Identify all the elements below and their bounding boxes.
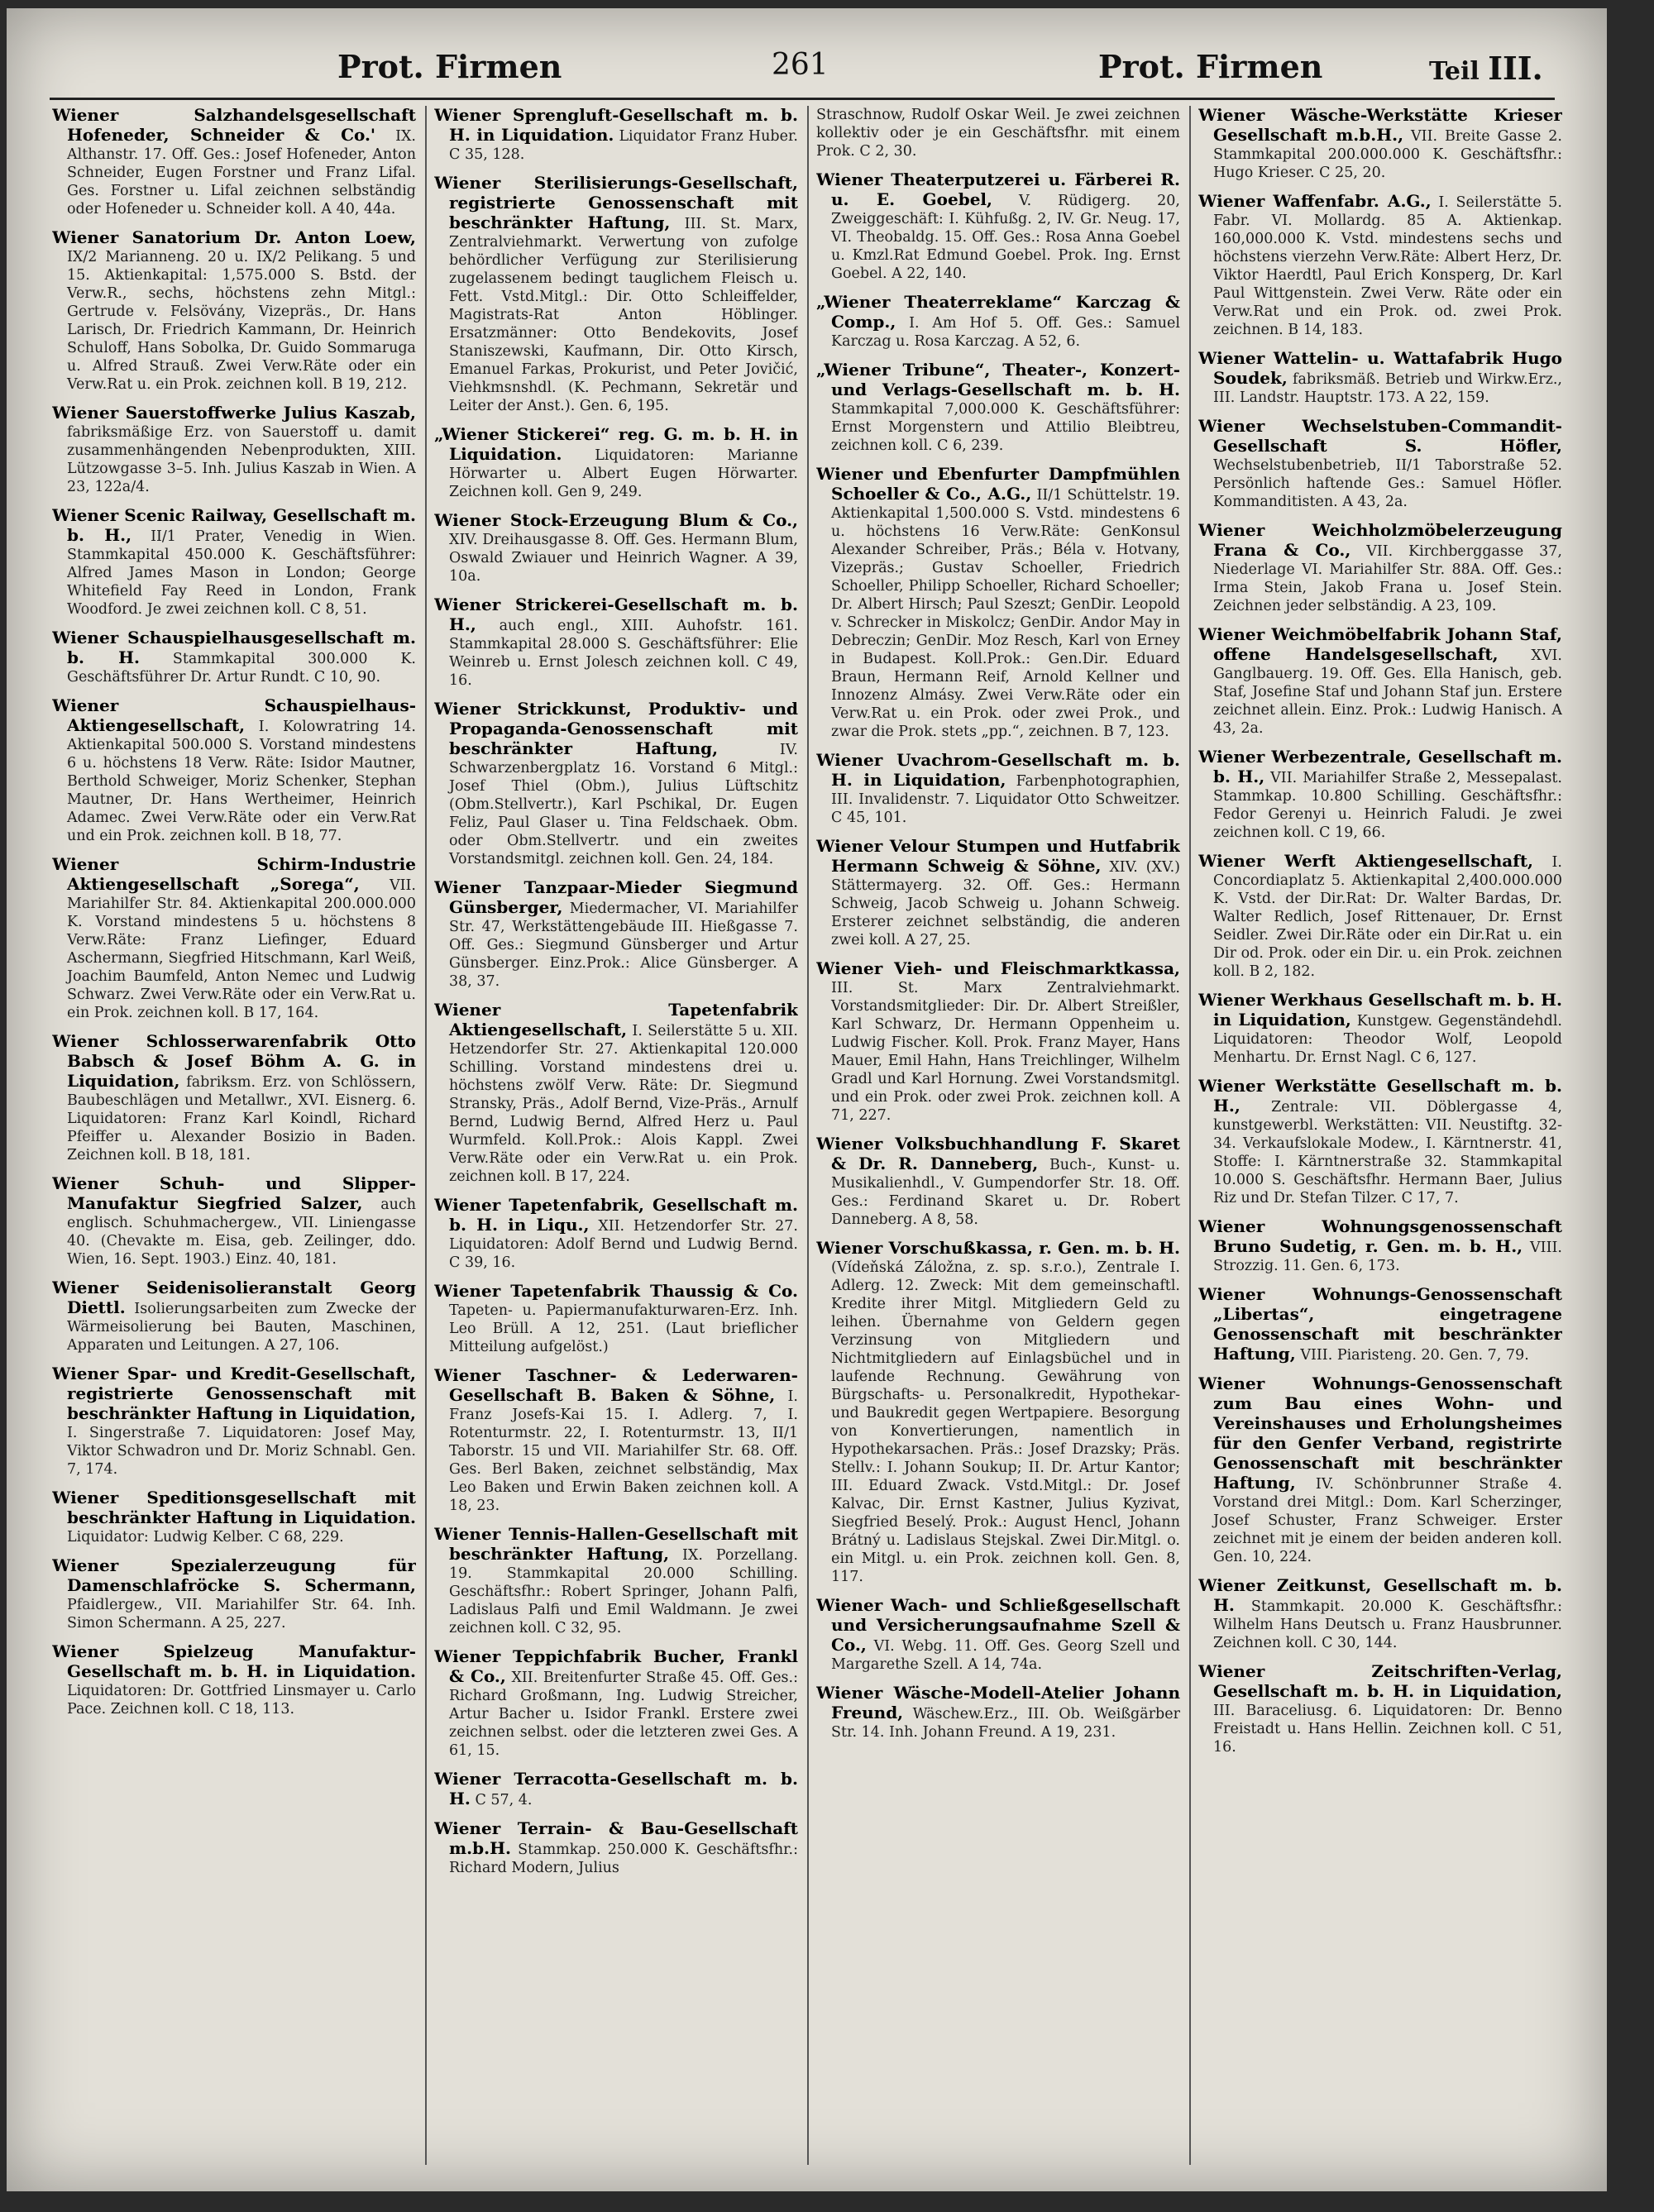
firm-name: Wiener Sauerstoffwerke Julius Kaszab, [52, 403, 416, 423]
firm-name: Wiener Tennis-Hallen-Gesellschaft mit beschränkter Haftung, [434, 1524, 798, 1564]
firm-details: Liquidatoren: Marianne Hörwarter u. Albert Eugen Hörwarter. Zeichnen koll. Gen 9, 249. [449, 447, 798, 500]
firm-details: Liquidatoren: Dr. Gottfried Linsmayer u. Carlo Pace. Zeichnen koll. C 18, 113. [67, 1683, 416, 1718]
firm-details: Kunstgew. Gegenständehdl. Liquidatoren: Theodor Wolf, Leopold Menhartu. Dr. Ernst Nagl. C 6, 127. [1213, 1013, 1562, 1066]
firm-name: „Wiener Stickerei“ reg. G. m. b. H. in Liquidation. [434, 424, 798, 464]
firm-name: Wiener Theaterputzerei u. Färberei R. u. E. Goebel, [816, 170, 1180, 209]
firm-details: VII. Kirchberggasse 37, Niederlage VI. Mariahilfer Str. 88A. Off. Ges.: Irma Stein, Jakob Frana u. Josef Stein. Zeichnen jeder selbständig. A 23, 109. [1213, 543, 1562, 614]
firm-entry [816, 837, 1180, 949]
firm-details: Zentrale: VII. Döblergasse 4, kunstgewerbl. Werkstätten: VII. Neustiftg. 32-34. Verkaufslokale Modew., I. Kärntnerstr. 41, Stoffe: I. Kärntnerstraße 32. Stammkapital 10.000 S. Geschäftsfhr. Hermann Baer, Julius Riz und Dr. Stefan Tilzer. C 17, 7. [1213, 1099, 1562, 1206]
firm-entry [434, 1525, 798, 1637]
firm-details: XII. Hetzendorfer Str. 27. Liquidatoren: Adolf Bernd und Ludwig Bernd. C 39, 16. [449, 1218, 798, 1271]
firm-details: Liquidator: Ludwig Kelber. C 68, 229. [67, 1529, 344, 1546]
firm-entry [1198, 625, 1562, 738]
entries-columns [52, 106, 1562, 2173]
page-number: 261 [772, 48, 829, 82]
firm-name: Wiener Wohnungsgenossenschaft Bruno Sudetig, r. Gen. m. b. H., [1198, 1216, 1562, 1256]
firm-name: Wiener Wohnungs-Genossenschaft „Libertas“, eingetragene Genossenschaft mit beschränkter Haftung, [1198, 1284, 1562, 1364]
firm-details: Pfaidlergew., VII. Mariahilfer Str. 64. Inh. Simon Schermann. A 25, 227. [67, 1597, 416, 1632]
firm-details: I. Kolowratring 14. Aktienkapital 500.000 S. Vorstand mindestens 6 u. höchstens 18 Verw. Räte: Isidor Mautner, Berthold Schweiger, Moriz Schenker, Stephan Mautner, Dr. Hans Wertheimer, Heinrich Adamec. Zwei Verw.Räte oder ein Verw.Rat und ein Prok. zeichnen koll. B 18, 77. [67, 719, 416, 844]
firm-details: I. Franz Josefs-Kai 15. I. Adlerg. 7, I. Rotenturmstr. 22, I. Rotenturmstr. 13, II/1 Taborstr. 15 und VII. Mariahilfer Str. 68. Off. Ges. Berl Baken, zeichnet selbständig, Max Leo Baken und Erwin Baken zeichnen koll. A 18, 23. [449, 1388, 798, 1514]
firm-details: Straschnow, Rudolf Oskar Weil. Je zwei zeichnen kollektiv oder je ein Geschäftsfhr. mit einem Prok. C 2, 30. [816, 107, 1180, 160]
firm-details: Wechselstubenbetrieb, II/1 Taborstraße 52. Persönlich haftende Ges.: Samuel Höfler. Kommanditisten. A 43, 2a. [1213, 457, 1562, 510]
firm-name: Wiener Werbezentrale, Gesellschaft m. b. H., [1198, 747, 1562, 786]
firm-name: Wiener Werft Aktiengesellschaft, [1198, 851, 1534, 871]
firm-details: XIV. Dreihausgasse 8. Off. Ges. Hermann Blum, Oswald Zwiauer und Heinrich Wagner. A 39, 10a. [449, 532, 798, 585]
firm-name: Wiener Tapetenfabrik Aktiengesellschaft, [434, 1000, 798, 1039]
firm-name: Wiener Werkhaus Gesellschaft m. b. H. in Liquidation, [1198, 990, 1562, 1030]
firm-entry [1198, 349, 1562, 407]
firm-name: Wiener Wechselstuben-Commandit-Gesellschaft S. Höfler, [1198, 416, 1562, 456]
firm-entry [1198, 1285, 1562, 1364]
header-rule [50, 98, 1555, 100]
firm-details: Stammkap. 250.000 K. Geschäftsfhr.: Richard Modern, Julius [449, 1842, 798, 1876]
firm-name: Wiener Strickkunst, Produktiv- und Propaganda-Genossenschaft mit beschränkter Haftung, [434, 699, 798, 758]
firm-details: Stammkapital 300.000 K. Geschäftsführer Dr. Artur Rundt. C 10, 90. [67, 651, 416, 686]
firm-entry [1198, 521, 1562, 615]
firm-details: IV. Schönbrunner Straße 4. Vorstand drei Mitgl.: Dom. Karl Scherzinger, Josef Schuster, Franz Schweiger. Erster zeichnet mit je einem der beiden anderen koll. Gen. 10, 224. [1213, 1476, 1562, 1565]
firm-entry [434, 174, 798, 415]
firm-entry [52, 1642, 416, 1718]
firm-name: Wiener Weichholzmöbelerzeugung Frana & Co., [1198, 520, 1562, 560]
column-1 [52, 106, 416, 2173]
firm-name: Wiener Sterilisierungs-Gesellschaft, registrierte Genossenschaft mit beschränkter Haftung, [434, 173, 798, 232]
header-left-title: Prot. Firmen [337, 48, 562, 85]
firm-details: IX. Althanstr. 17. Off. Ges.: Josef Hofeneder, Anton Schneider, Eugen Forstner und Franz Lifal. Ges. Forstner u. Lifal zeichnen selbständig oder Hofeneder u. Schneider koll. A 40, 44a. [67, 128, 416, 217]
firm-details: III. Baraceliusg. 6. Liquidatoren: Dr. Benno Freistadt u. Hans Hellin. Zeichnen koll. C 51, 16. [1213, 1703, 1562, 1756]
firm-details: (Vídeňská Záložna, z. sp. s.r.o.), Zentrale I. Adlerg. 12. Zweck: Mit dem gemeinschaftl. Kredite ihrer Mitgl. Mitgliedern Geld zu leihen. Übernahme von Geldern gegen Verzinsung von Mitgliedern und Nichtmitgliedern auf Einlagsbüchel und in laufende Rechnung. Gewährung von Bürgschafts- u. Personalkredit, Hypothekar- und Baukredit gegen Wertpapiere. Besorgung von Konvertierungen, namentlich in Hypothekarsachen. Präs.: Josef Drazsky; Präs. Stellv.: I. Johann Soukup; II. Dr. Artur Kantor; III. Eduard Zwack. Vstd.Mitgl.: Dr. Josef Kalvac, Dir. Ernst Kastner, Julius Kyzivat, Siegfried Beselý. Prok.: August Hencl, Johann Brátný u. Ladislaus Stejskal. Zwei Dir.Mitgl. o. ein Mitgl. u. ein Prok. zeichnen koll. Gen. 8, 117. [831, 1259, 1180, 1585]
firm-entry [816, 106, 1180, 160]
part-label [1429, 50, 1543, 87]
firm-details: I. Am Hof 5. Off. Ges.: Samuel Karczag u. Rosa Karczag. A 52, 6. [831, 315, 1180, 350]
firm-entry [816, 1239, 1180, 1586]
firm-details: fabriksmäßige Erz. von Sauerstoff u. damit zusammenhängenden Nebenprodukten, XIII. Lützowgasse 3–5. Inh. Julius Kaszab in Wien. A 23, 122a/4. [67, 424, 416, 495]
firm-entry [816, 170, 1180, 283]
firm-details: IX/2 Marianneng. 20 u. IX/2 Pelikang. 5 und 15. Aktienkapital: 1,575.000 S. Bstd. der Verw.R., sechs, höchstens zehn Mitgl.: Gertrude v. Felsövány, Vizepräs., Dr. Hans Larisch, Dr. Friedrich Kammann, Dr. Heinrich Schuloff, Hans Sobolka, Dr. Guido Sommaruga u. Alfred Strauß. Zwei Verw.Räte oder ein Verw.Rat u. ein Prok. zeichnen koll. B 19, 212. [67, 249, 416, 393]
firm-details: VIII. Piaristeng. 20. Gen. 7, 79. [1300, 1347, 1529, 1364]
firm-entry [52, 1174, 416, 1268]
firm-details: III. St. Marx Zentralviehmarkt. Vorstandsmitglieder: Dir. Dr. Albert Streißler, Karl Schwarz, Dr. Hermann Oppenheim u. Ludwig Fischer. Koll. Prok. Franz Mayer, Hans Mauer, Emil Hahn, Hans Treichlinger, Wilhelm Gradl und Karl Hornung. Zwei Vorstandsmitgl. und ein Prok. oder zwei Prok. zeichnen koll. A 71, 227. [831, 980, 1180, 1124]
firm-name: Wiener Weichmöbelfabrik Johann Staf, offene Handelsgesellschaft, [1198, 624, 1562, 664]
firm-name: Wiener Vieh- und Fleischmarktkassa, [816, 958, 1180, 978]
firm-details: V. Rüdigerg. 20, Zweiggeschäft: I. Kühfußg. 2, IV. Gr. Neug. 17, VI. Theobaldg. 15. Off. Ges.: Rosa Anna Goebel u. Kmzl.Rat Edmund Goebel. Prok. Ing. Ernst Goebel. A 22, 140. [831, 193, 1180, 282]
firm-name: Wiener Wäsche-Werkstätte Krieser Gesellschaft m.b.H., [1198, 106, 1562, 145]
firm-details: fabriksm. Erz. von Schlössern, Baubeschlägen und Metallwr., XVI. Eisnerg. 6. Liquidatoren: Franz Karl Koindl, Richard Pfeiffer u. Alexander Bosizio in Baden. Zeichnen koll. B 18, 181. [67, 1074, 416, 1163]
firm-entry [1198, 748, 1562, 842]
firm-name: Wiener Volksbuchhandlung F. Skaret & Dr. R. Danneberg, [816, 1134, 1180, 1173]
firm-name: Wiener Taschner- & Lederwaren-Gesellschaft B. Baken & Söhne, [434, 1365, 798, 1405]
column-divider [425, 106, 427, 2165]
firm-entry [52, 855, 416, 1022]
firm-details: I. Seilerstätte 5 u. XII. Hetzendorfer Str. 27. Aktienkapital 120.000 Schilling. Vorstand mindestens drei u. höchstens zwölf Verw. Räte: Dr. Siegmund Stransky, Präs., Adolf Bernd, Vize-Präs., Arnulf Bernd, Ludwig Bernd, Alfred Herz u. Paul Wurmfeld. Koll.Prok.: Alois Kappl. Zwei Verw.Räte oder ein Verw.Rat u. ein Prok. zeichnen koll. B 17, 224. [449, 1023, 798, 1185]
firm-name: „Wiener Tribune“, Theater-, Konzert- und Verlags-Gesellschaft m. b. H. [816, 360, 1180, 399]
firm-details: Stammkapit. 20.000 K. Geschäftsfhr.: Wilhelm Hans Deutsch u. Franz Hausbrunner. Zeichnen koll. C 30, 144. [1213, 1598, 1562, 1651]
firm-entry [1198, 1576, 1562, 1652]
part-label-text: Teil [1429, 57, 1480, 86]
firm-details: Liquidator Franz Huber. C 35, 128. [449, 128, 798, 163]
firm-name: Wiener Schuh- und Slipper-Manufaktur Siegfried Salzer, [52, 1173, 416, 1213]
firm-entry [52, 1364, 416, 1479]
column-divider [1189, 106, 1191, 2165]
firm-name: Wiener Teppichfabrik Bucher, Frankl & Co., [434, 1646, 798, 1686]
firm-entry [434, 595, 798, 690]
firm-name: Wiener Vorschußkassa, r. Gen. m. b. H. [816, 1238, 1180, 1258]
firm-name: Wiener Sprengluft-Gesellschaft m. b. H. in Liquidation. [434, 106, 798, 145]
column-3 [816, 106, 1180, 2173]
column-4 [1198, 106, 1562, 2173]
firm-name: Wiener Tanzpaar-Mieder Siegmund Günsberger, [434, 877, 798, 917]
firm-entry [816, 465, 1180, 741]
firm-details: I. Singerstraße 7. Liquidatoren: Josef May, Viktor Schwadron und Dr. Moriz Schnabl. Gen. 7, 174. [67, 1425, 416, 1478]
firm-entry [52, 228, 416, 394]
firm-name: Wiener Schlosserwarenfabrik Otto Babsch & Josef Böhm A. G. in Liquidation, [52, 1031, 416, 1091]
firm-name: Wiener Wach- und Schließgesellschaft und Versicherungsaufnahme Szell & Co., [816, 1595, 1180, 1655]
firm-name: Wiener Spar- und Kredit-Gesellschaft, registrierte Genossenschaft mit beschränkter Haftung in Liquidation, [52, 1364, 416, 1423]
firm-entry [52, 106, 416, 218]
firm-name: Wiener Tapetenfabrik Thaussig & Co. [434, 1281, 798, 1301]
header-right-title: Prot. Firmen [1098, 48, 1323, 85]
firm-details: VII. Mariahilfer Straße 2, Messepalast. Stammkap. 10.800 Schilling. Geschäftsfhr.: Fedor Gerenyi u. Heinrich Faludi. Je zwei zeichnen koll. C 19, 66. [1213, 770, 1562, 841]
firm-details: Tapeten- u. Papiermanufakturwaren-Erz. Inh. Leo Brüll. A 12, 251. (Laut brieflicher Mitteilung aufgelöst.) [449, 1302, 798, 1355]
firm-name: Wiener Spezialerzeugung für Damenschlafröcke S. Schermann, [52, 1555, 416, 1595]
firm-entry [52, 628, 416, 686]
firm-entry [1198, 192, 1562, 339]
part-number: III. [1488, 50, 1543, 87]
firm-entry [816, 959, 1180, 1125]
firm-details: I. Seilerstätte 5. Fabr. VI. Mollardg. 85 A. Aktienkap. 160,000.000 K. Vstd. mindestens sechs und höchstens vierzehn Verw.Räte: Albert Herz, Dr. Viktor Haerdtl, Paul Erich Konsperg, Dr. Karl Paul Wittgenstein. Zwei Verw. Räte oder ein Verw.Rat und ein Prok. od. zwei Prok. zeichnen. B 14, 183. [1213, 194, 1562, 338]
firm-name: Wiener Schirm-Industrie Aktiengesellschaft „Sorega“, [52, 854, 416, 894]
firm-entry [52, 1278, 416, 1354]
firm-name: Wiener Sanatorium Dr. Anton Loew, [52, 227, 416, 247]
firm-details: C 57, 4. [475, 1792, 533, 1808]
firm-name: Wiener Salzhandelsgesellschaft Hofeneder, Schneider & Co.' [52, 106, 416, 145]
firm-details: XII. Breitenfurter Straße 45. Off. Ges.: Richard Großmann, Ing. Ludwig Streicher, Artur Bacher u. Isidor Frankl. Erstere zwei zeichnen selbst. oder die letzteren zwei Ges. A 61, 15. [449, 1670, 798, 1759]
firm-details: VII. Mariahilfer Str. 84. Aktienkapital 200.000.000 K. Vorstand mindestens 5 u. höchstens 8 Verw.Räte: Franz Liefinger, Eduard Aschermann, Siegfried Hitschmann, Karl Weiß, Joachim Baumfeld, Anton Nemec und Ludwig Schwarz. Zwei Verw.Räte oder ein Verw.Rat u. ein Prok. zeichnen koll. B 17, 164. [67, 877, 416, 1021]
firm-details: auch engl., XIII. Auhofstr. 161. Stammkapital 28.000 S. Geschäftsführer: Elie Weinreb u. Ernst Jolesch zeichnen koll. C 49, 16. [449, 618, 798, 689]
firm-name: Wiener Zeitkunst, Gesellschaft m. b. H. [1198, 1575, 1562, 1615]
firm-entry [1198, 991, 1562, 1067]
firm-details: Wäschew.Erz., III. Ob. Weißgärber Str. 14. Inh. Johann Freund. A 19, 231. [831, 1706, 1180, 1741]
firm-details: VII. Breite Gasse 2. Stammkapital 200.000.000 K. Geschäftsfhr.: Hugo Krieser. C 25, 20. [1213, 128, 1562, 181]
firm-name: Wiener Seidenisolieranstalt Georg Diettl. [52, 1278, 416, 1317]
firm-entry [1198, 417, 1562, 511]
firm-details: XVI. Ganglbauerg. 19. Off. Ges. Ella Hanisch, geb. Staf, Josefine Staf und Johann Staf jun. Erstere zeichnet allein. Einz. Prok.: Ludwig Hanisch. A 43, 2a. [1213, 647, 1562, 737]
firm-name: Wiener Wäsche-Modell-Atelier Johann Freund, [816, 1683, 1180, 1722]
firm-entry [434, 1819, 798, 1877]
firm-entry [52, 1556, 416, 1632]
firm-name: Wiener Terracotta-Gesellschaft m. b. H. [434, 1769, 798, 1808]
firm-entry [1198, 1662, 1562, 1756]
firm-details: Buch-, Kunst- u. Musikalienhdl., V. Gumpendorfer Str. 18. Off. Ges.: Ferdinand Skaret u. Dr. Robert Danneberg. A 8, 58. [831, 1157, 1180, 1228]
firm-entry [52, 696, 416, 845]
firm-name: Wiener Tapetenfabrik, Gesellschaft m. b. H. in Liqu., [434, 1195, 798, 1235]
firm-entry [1198, 106, 1562, 182]
firm-entry [52, 1488, 416, 1546]
firm-entry [434, 425, 798, 501]
firm-details: IV. Schwarzenbergplatz 16. Vorstand 6 Mitgl.: Josef Thiel (Obm.), Julius Lüftschitz (Obm.Stellvertr.), Karl Pschikal, Dr. Eugen Feliz, Paul Glaser u. Tina Feldschaek. Obm. oder Obm.Stellvertr. und ein zweites Vorstandsmitgl. zeichnen koll. Gen. 24, 184. [449, 742, 798, 867]
firm-name: Wiener Velour Stumpen und Hutfabrik Hermann Schweig & Söhne, [816, 836, 1180, 876]
firm-entry [816, 1596, 1180, 1674]
firm-name: Wiener Werkstätte Gesellschaft m. b. H., [1198, 1076, 1562, 1116]
firm-entry [816, 751, 1180, 827]
column-2 [434, 106, 798, 2173]
firm-name: Wiener Wohnungs-Genossenschaft zum Bau eines Wohn- und Vereinshauses und Erholungsheimes für den Genfer Verband, registrirte Genossenschaft mit beschränkter Haftung, [1198, 1374, 1562, 1493]
firm-entry [434, 1366, 798, 1515]
firm-name: Wiener Wattelin- u. Wattafabrik Hugo Soudek, [1198, 348, 1562, 388]
firm-entry [816, 1135, 1180, 1229]
firm-details: auch englisch. Schuhmachergew., VII. Liniengasse 40. (Chevakte m. Eisa, geb. Zeilinger, ddo. Wien, 16. Sept. 1903.) Einz. 40, 181. [67, 1197, 416, 1268]
firm-entry [434, 511, 798, 585]
firm-entry [434, 878, 798, 991]
firm-entry [434, 1282, 798, 1356]
firm-name: Wiener Scenic Railway, Gesellschaft m. b. H., [52, 505, 416, 545]
page-header [7, 8, 1607, 99]
firm-details: Stammkapital 7,000.000 K. Geschäftsführer: Ernst Morgenstern und Attilio Bleibtreu, zeichnen koll. C 6, 239. [831, 401, 1180, 454]
firm-details: III. St. Marx, Zentralviehmarkt. Verwertung von zufolge behördlicher Verfügung zur Sterilisierung zugelassenem bedingt tauglichem Fleisch u. Fett. Vstd.Mitgl.: Dir. Otto Schleiffelder, Magistrats-Rat Anton Höblinger. Ersatzmänner: Otto Bendekovits, Josef Staniszewski, Kaufmann, Dir. Otto Kirsch, Emanuel Farkas, Prokurist, und Peter Jovičić, Viehkmsnshdl. (K. Pechmann, Sekretär und Leiter der Anst.). Gen. 6, 195. [449, 216, 798, 414]
firm-entry [1198, 1077, 1562, 1207]
firm-details: II/1 Schüttelstr. 19. Aktienkapital 1,500.000 S. Vstd. mindestens 6 u. höchstens 16 Verw.Räte: GenKonsul Alexander Schreiber, Präs.; Béla v. Hotvany, Vizepräs.; Gustav Schoeller, Friedrich Schoeller, Philipp Schoeller, Richard Schoeller; Dr. Albert Hirsch; Paul Szeszt; GenDir. Leopold v. Schrecker in Miskolcz; GenDir. Andor May in Debreczin; GenDir. Moz Resch, Karl von Erney in Budapest. Koll.Prok.: Gen.Dir. Eduard Braun, Hermann Reif, Arnold Kellner und Innozenz Almásy. Zwei Verw.Räte oder ein Verw.Rat u. ein Prok. oder zwei Prok., und zwar die Prok. stets „pp.“, zeichnen. B 7, 123. [831, 487, 1180, 740]
firm-name: Wiener Schauspielhausgesellschaft m. b. H. [52, 628, 416, 667]
firm-name: Wiener und Ebenfurter Dampfmühlen Schoeller & Co., A.G., [816, 464, 1180, 504]
firm-entry [1198, 1374, 1562, 1566]
firm-name: Wiener Waffenfabr. A.G., [1198, 191, 1432, 211]
directory-page [7, 8, 1607, 2191]
firm-entry [52, 1032, 416, 1164]
firm-details: I. Concordiaplatz 5. Aktienkapital 2,400.000.000 K. Vstd. der Dir.Rat: Dr. Walter Bardas, Dr. Walter Redlich, Josef Rittenauer, Dr. Ernst Seidler. Zwei Dir.Räte oder ein Dir.Rat u. ein Dir od. Prok. oder ein Dir. u. ein Prok. zeichnen koll. B 2, 182. [1213, 854, 1562, 980]
firm-entry [1198, 1217, 1562, 1275]
firm-details: fabriksmäß. Betrieb und Wirkw.Erz., III. Landstr. Hauptstr. 173. A 22, 159. [1213, 371, 1562, 406]
firm-details: Isolierungsarbeiten zum Zwecke der Wärmeisolierung bei Bauten, Maschinen, Apparaten und Leitungen. A 27, 106. [67, 1301, 416, 1354]
firm-entry [816, 293, 1180, 351]
firm-details: Farbenphotographien, III. Invalidenstr. 7. Liquidator Otto Schweitzer. C 45, 101. [831, 773, 1180, 826]
firm-details: IX. Porzellang. 19. Stammkapital 20.000 Schilling. Geschäftsfhr.: Robert Springer, Johann Palfi, Ladislaus Palfi und Emil Waldmann. Je zwei zeichnen koll. C 32, 95. [449, 1547, 798, 1636]
firm-entry [52, 404, 416, 496]
firm-name: Wiener Strickerei-Gesellschaft m. b. H., [434, 595, 798, 634]
firm-entry [434, 106, 798, 164]
firm-name: Wiener Zeitschriften-Verlag, Gesellschaft m. b. H. in Liquidation, [1198, 1661, 1562, 1701]
firm-entry [434, 1647, 798, 1760]
firm-entry [816, 361, 1180, 455]
firm-entry [434, 700, 798, 868]
firm-name: Wiener Stock-Erzeugung Blum & Co., [434, 510, 798, 530]
firm-name: Wiener Terrain- & Bau-Gesellschaft m.b.H. [434, 1818, 798, 1858]
firm-name: Wiener Speditionsgesellschaft mit beschränkter Haftung in Liquidation. [52, 1488, 416, 1527]
firm-details: VI. Webg. 11. Off. Ges. Georg Szell und Margarethe Szell. A 14, 74a. [831, 1638, 1180, 1673]
firm-details: VIII. Strozzig. 11. Gen. 6, 173. [1213, 1240, 1562, 1274]
firm-entry [816, 1684, 1180, 1741]
firm-entry [1198, 852, 1562, 981]
firm-entry [434, 1770, 798, 1809]
firm-entry [434, 1196, 798, 1272]
firm-name: Wiener Schauspielhaus-Aktiengesellschaft, [52, 695, 416, 735]
firm-name: Wiener Spielzeug Manufaktur-Gesellschaft m. b. H. in Liquidation. [52, 1641, 416, 1681]
firm-name: Wiener Uvachrom-Gesellschaft m. b. H. in Liquidation, [816, 750, 1180, 790]
column-divider [807, 106, 809, 2165]
firm-entry [434, 1001, 798, 1186]
firm-details: XIV. (XV.) Stättermayerg. 32. Off. Ges.: Hermann Schweig, Jacob Schweig u. Johann Schweig. Ersterer zeichnet selbständig, die anderen zwei koll. A 27, 25. [831, 859, 1180, 948]
firm-entry [52, 506, 416, 619]
firm-name: „Wiener Theaterreklame“ Karczag & Comp., [816, 292, 1180, 332]
firm-details: II/1 Prater, Venedig in Wien. Stammkapital 450.000 K. Geschäftsführer: Alfred James Mason in London; George Whitefield Fay Reed in London, Frank Woodford. Je zwei zeichnen koll. C 8, 51. [67, 528, 416, 618]
firm-details: Miedermacher, VI. Mariahilfer Str. 47, Werkstättengebäude III. Hießgasse 7. Off. Ges.: Siegmund Günsberger und Artur Günsberger. Einz.Prok.: Alice Günsberger. A 38, 37. [449, 901, 798, 990]
